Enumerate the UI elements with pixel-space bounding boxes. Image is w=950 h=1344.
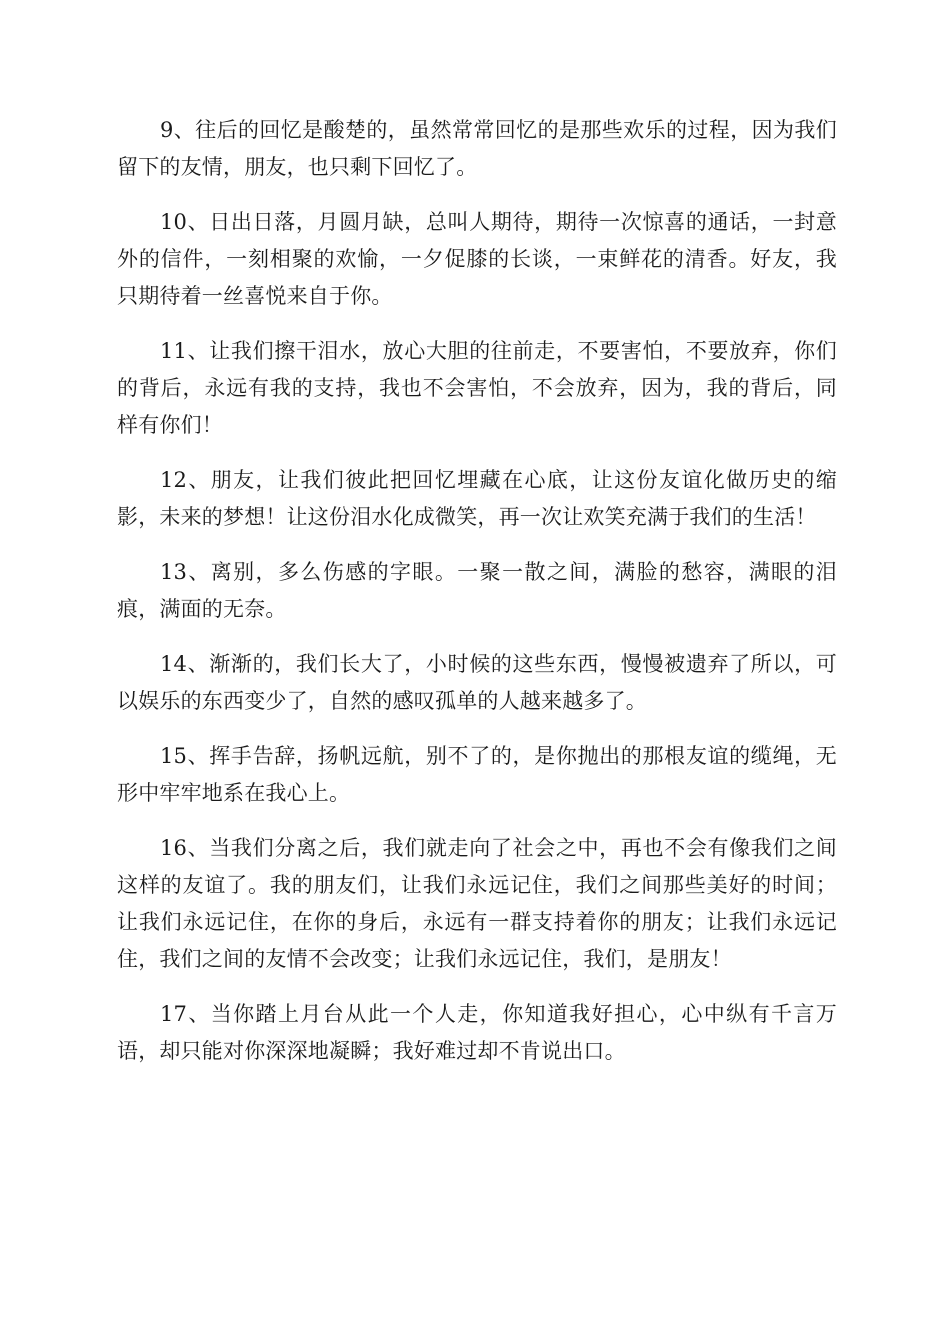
paragraph-15: 15、挥手告辞，扬帆远航，别不了的，是你抛出的那根友谊的缆绳，无形中牢牢地系在我心上。 (117, 744, 837, 805)
paragraph-17: 17、当你踏上月台从此一个人走，你知道我好担心，心中纵有千言万语，却只能对你深深地凝瞬；我好难过却不肯说出口。 (117, 1002, 837, 1063)
paragraph-11: 11、让我们擦干泪水，放心大胆的往前走，不要害怕，不要放弃，你们的背后，永远有我的支持，我也不会害怕，不会放弃，因为，我的背后，同样有你们！ (117, 339, 837, 437)
paragraph-12: 12、朋友，让我们彼此把回忆埋藏在心底，让这份友谊化做历史的缩影，未来的梦想！让这份泪水化成微笑，再一次让欢笑充满于我们的生活！ (117, 468, 837, 529)
paragraph-10: 10、日出日落，月圆月缺，总叫人期待，期待一次惊喜的通话，一封意外的信件，一刻相聚的欢愉，一夕促膝的长谈，一束鲜花的清香。好友，我只期待着一丝喜悦来自于你。 (117, 210, 837, 308)
paragraph-9: 9、往后的回忆是酸楚的，虽然常常回忆的是那些欢乐的过程，因为我们留下的友情，朋友，也只剩下回忆了。 (117, 118, 837, 179)
paragraph-16: 16、当我们分离之后，我们就走向了社会之中，再也不会有像我们之间这样的友谊了。我的朋友们，让我们永远记住，我们之间那些美好的时间；让我们永远记住，在你的身后，永远有一群支持着你的朋友；让我们永远记住，我们之间的友情不会改变；让我们永远记住，我们，是朋友！ (117, 836, 837, 971)
document-page (117, 112, 837, 1088)
paragraph-13: 13、离别，多么伤感的字眼。一聚一散之间，满脸的愁容，满眼的泪痕，满面的无奈。 (117, 560, 837, 621)
paragraph-14: 14、渐渐的，我们长大了，小时候的这些东西，慢慢被遗弃了所以，可以娱乐的东西变少了，自然的感叹孤单的人越来越多了。 (117, 652, 837, 713)
